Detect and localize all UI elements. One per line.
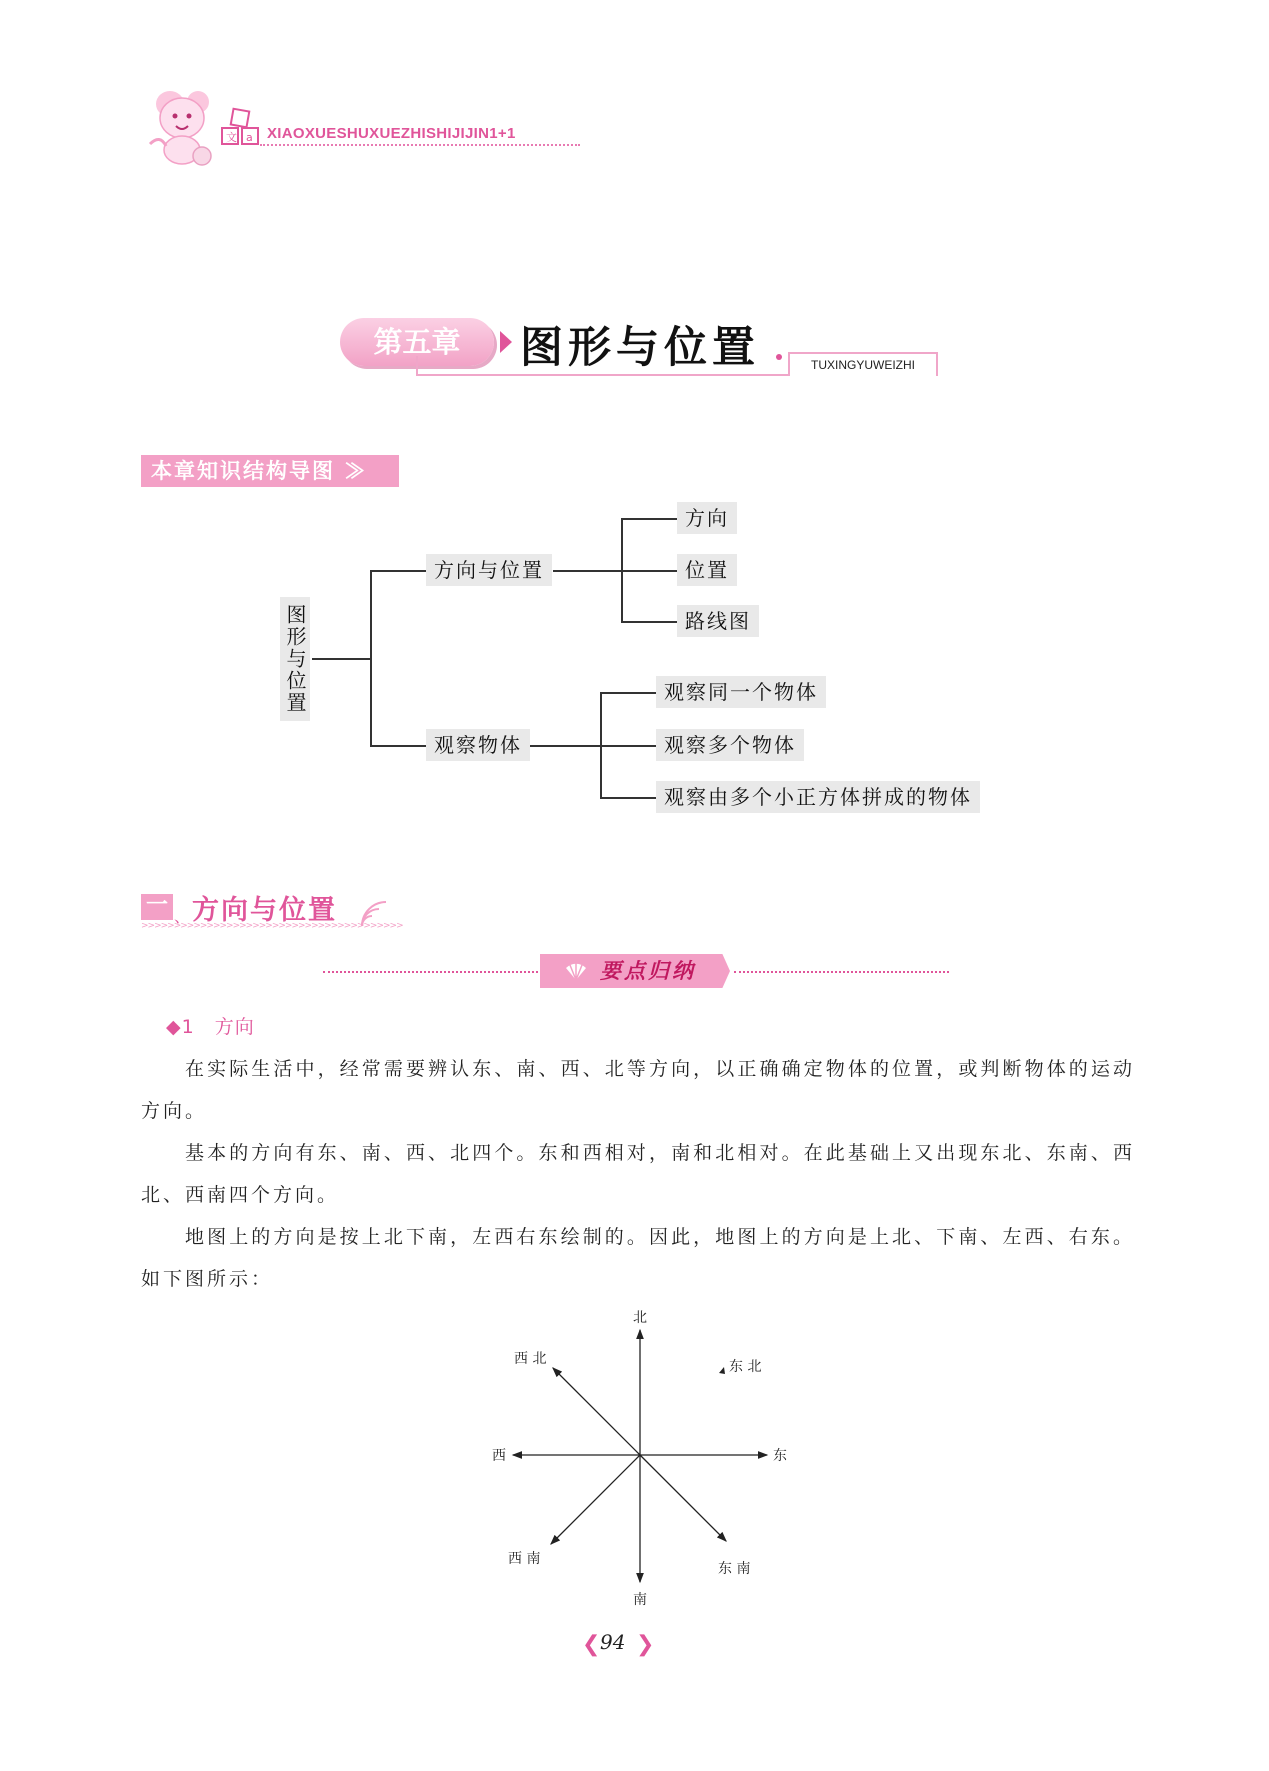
paragraph: 基本的方向有东、南、西、北四个。东和西相对，南和北相对。在此基础上又出现东北、东南、西北、西南四个方向。 <box>141 1142 1135 1206</box>
tree-leaf-observe-multiple-objects: 观察多个物体 <box>656 729 804 761</box>
tree-leaf-observe-same-object: 观察同一个物体 <box>656 676 826 708</box>
tree-line <box>621 621 677 623</box>
tree-leaf-route-map: 路线图 <box>677 605 759 637</box>
tree-leaf-observe-cube-objects: 观察由多个小正方体拼成的物体 <box>656 781 980 813</box>
tree-line <box>600 745 656 747</box>
tree-branch-observe-objects: 观察物体 <box>426 729 530 761</box>
tree-root-node: 图形与位置 <box>280 597 310 721</box>
chapter-arrow-icon <box>500 331 512 353</box>
tree-line <box>530 745 600 747</box>
series-title: XIAOXUESHUXUEZHISHIJIJIN1+1 <box>267 125 516 142</box>
label-southeast: 东 南 <box>718 1561 751 1577</box>
page-next-chevron-icon: ❯ <box>636 1632 655 1657</box>
label-northwest: 西 北 <box>514 1351 547 1367</box>
compass-diagram <box>470 1300 810 1610</box>
paragraph: 地图上的方向是按上北下南，左西右东绘制的。因此，地图上的方向是上北、下南、左西、右东。如下图所示： <box>141 1226 1135 1290</box>
tree-branch-direction-position: 方向与位置 <box>426 554 552 586</box>
page-prev-chevron-icon: ❮ <box>582 1632 601 1657</box>
knowledge-map-header: 本章知识结构导图 ≫ <box>141 455 399 487</box>
section-number: 一 <box>141 894 173 920</box>
section-number-separator: 、 <box>174 907 191 926</box>
tree-leaf-position: 位置 <box>677 554 737 586</box>
chapter-title-pinyin: TUXINGYUWEIZHI <box>788 352 938 376</box>
point-heading: ◆1 方向 <box>166 1016 255 1038</box>
tree-line <box>370 570 372 746</box>
arrow-southwest <box>551 1455 640 1544</box>
key-points-label: 要点归纳 <box>600 958 696 983</box>
chapter-title: 图形与位置 <box>520 323 760 373</box>
tree-line <box>621 518 677 520</box>
fan-icon <box>564 960 588 982</box>
tree-leaf-direction: 方向 <box>677 502 737 534</box>
abc-blocks-icon <box>220 108 262 150</box>
key-points-rule-right <box>734 971 949 973</box>
tree-line <box>600 797 656 799</box>
label-east: 东 <box>773 1448 787 1464</box>
label-northeast: 东 北 <box>729 1359 762 1375</box>
paragraph: 在实际生活中，经常需要辨认东、南、西、北等方向，以正确确定物体的位置，或判断物体的运动方向。 <box>141 1058 1135 1122</box>
tree-line <box>621 570 677 572</box>
northeast-tick-icon <box>719 1367 725 1374</box>
key-points-rule-left <box>323 971 538 973</box>
title-dot <box>776 354 782 360</box>
series-rule <box>260 144 580 146</box>
tree-line <box>600 692 656 694</box>
mascot-icon <box>140 84 218 168</box>
tree-line <box>312 658 370 660</box>
label-southwest: 西 南 <box>508 1551 541 1567</box>
svg-text:文: 文 <box>226 131 237 144</box>
tree-line <box>370 570 426 572</box>
page-number: 94 <box>600 1630 626 1654</box>
tree-line <box>553 570 621 572</box>
label-north: 北 <box>633 1310 647 1326</box>
arrow-northwest <box>553 1368 640 1455</box>
label-west: 西 <box>492 1448 506 1464</box>
tree-line <box>370 745 426 747</box>
section-title: 方向与位置 <box>192 895 337 926</box>
svg-text:a: a <box>246 131 253 144</box>
arrow-southeast <box>640 1455 726 1541</box>
label-south: 南 <box>633 1592 647 1608</box>
signal-wave-icon <box>360 900 388 928</box>
chapter-badge: 第五章 <box>340 318 494 366</box>
section-title-rule: >>>>>>>>>>>>>>>>>>>>>>>>>>>>>>>>>>>>>>>> <box>141 921 403 931</box>
